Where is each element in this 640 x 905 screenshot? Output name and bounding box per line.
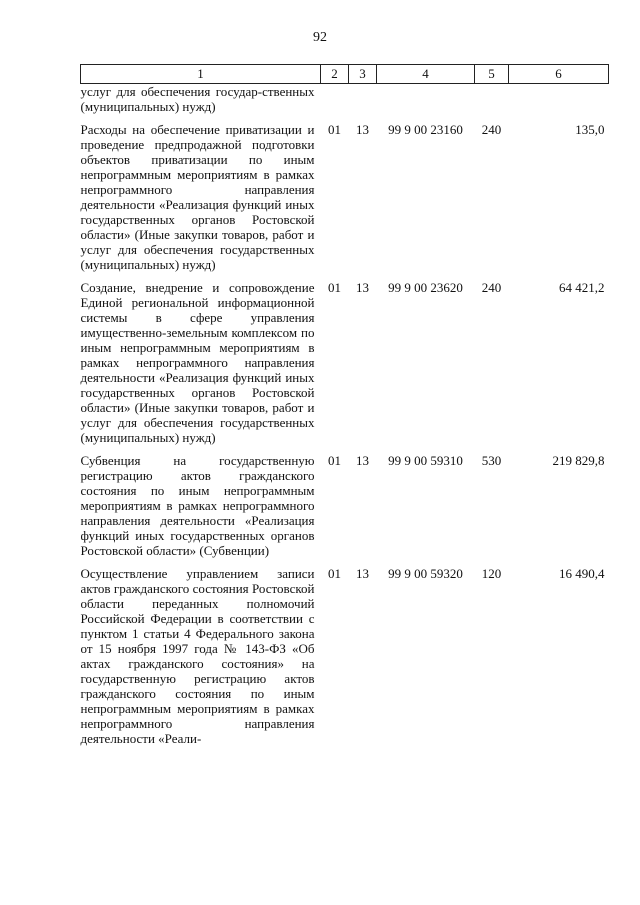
table-row [81,280,609,453]
header-col-2: 2 [321,65,349,84]
row-subsection: 13 [356,122,369,137]
header-col-4: 4 [377,65,475,84]
row-expense-type: 240 [481,280,502,295]
row-target: 99 9 00 59320 [388,566,463,581]
row-description: Осуществление управлением записи актов гражданского состояния Ростовской области переданных полномочий Российской Федерации в соответствии с пунктом 1 статьи 4 Федерального закона от 15 ноября 1997 года № 143-ФЗ «Об актах гражданского состояния» на государственную регистрацию актов гражданского состояния по иным непрограммным мероприятиям в рамках непрограммного направления деятельности «Реали- [80,566,315,746]
table-row [81,566,609,754]
page-number: 92 [313,30,327,45]
row-description: Создание, внедрение и сопровождение Единой региональной информационной системы в сфере управления имущественно-земельным комплексом по иным непрограммным мероприятиям в рамках непрограммного направления деятельности «Реализация функций иных государственных органов Ростовской области» (Иные закупки товаров, работ и услуг для обеспечения государственных (муниципальных) нужд) [80,280,315,445]
row-section: 01 [328,566,341,581]
row-expense-type: 240 [481,122,502,137]
row-amount: 16 490,4 [559,566,605,581]
header-col-3: 3 [349,65,377,84]
budget-table [80,64,609,754]
row-description: Субвенция на государственную регистрацию актов гражданского состояния по иным непрограммным мероприятиям в рамках непрограммного направления деятельности «Реализация функций иных государственных органов Ростовской области» (Субвенции) [80,453,315,558]
table-row [81,453,609,566]
row-amount: 219 829,8 [552,453,605,468]
row-subsection: 13 [356,280,369,295]
header-col-5: 5 [475,65,509,84]
row-subsection: 13 [356,453,369,468]
header-col-6: 6 [509,65,609,84]
row-target: 99 9 00 23620 [388,280,463,295]
row-target [377,84,475,123]
row-subsection: 13 [356,566,369,581]
row-section: 01 [328,453,341,468]
row-subsection [349,84,377,123]
row-section [321,84,349,123]
table-header-row [81,65,609,84]
row-description: услуг для обеспечения государ-ственных (муниципальных) нужд) [80,84,315,114]
row-section: 01 [328,280,341,295]
row-section: 01 [328,122,341,137]
row-expense-type: 530 [481,453,502,468]
row-target: 99 9 00 23160 [388,122,463,137]
row-description: Расходы на обеспечение приватизации и проведение предпродажной подготовки объектов приватизации по иным непрограммным мероприятиям в рамках непрограммного направления деятельности «Реализация функций иных государственных органов Ростовской области» (Иные закупки товаров, работ и услуг для обеспечения государственных (муниципальных) нужд) [80,122,315,272]
row-expense-type: 120 [481,566,502,581]
header-col-1: 1 [81,65,321,84]
table-row [81,84,609,123]
row-amount: 135,0 [575,122,605,137]
row-target: 99 9 00 59310 [388,453,463,468]
row-amount: 64 421,2 [559,280,605,295]
table-row [81,122,609,280]
row-expense-type [475,84,509,123]
row-amount [509,84,609,123]
